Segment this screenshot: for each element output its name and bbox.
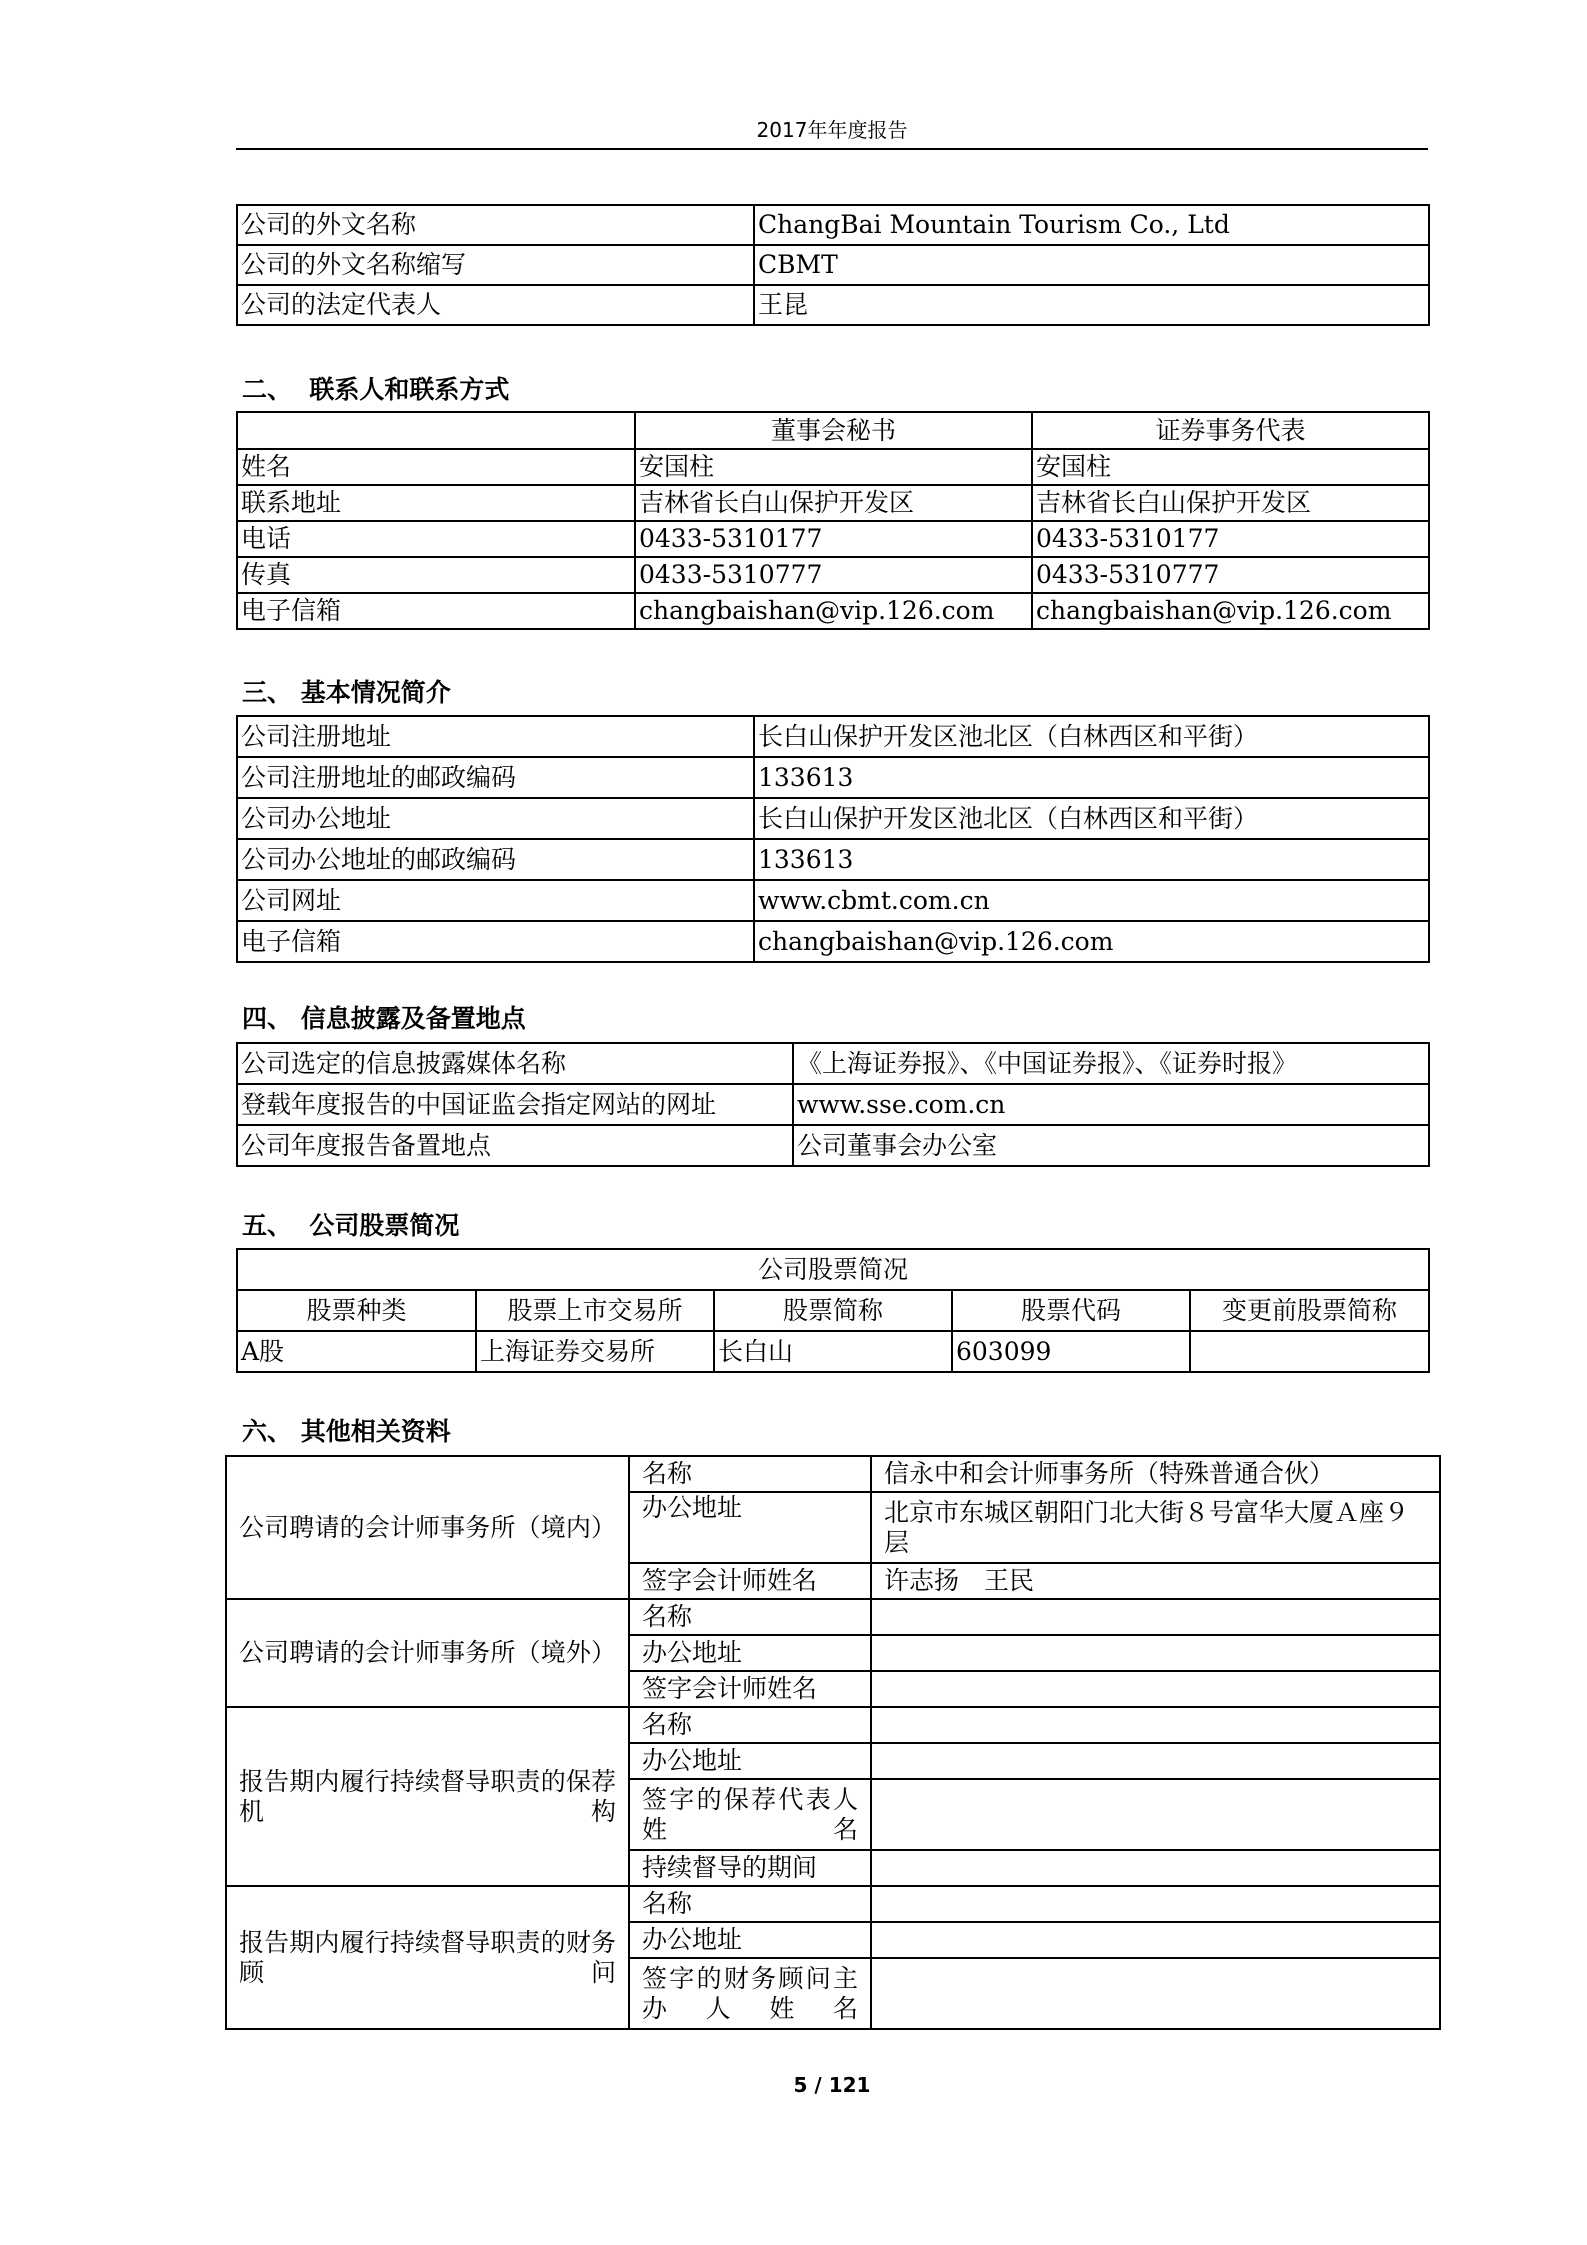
label-cell: 公司办公地址的邮政编码 <box>237 839 754 880</box>
table-header-row <box>237 1290 1429 1331</box>
label-cell: 联系地址 <box>237 485 635 521</box>
value-cell: 许志扬 王民 <box>871 1563 1440 1599</box>
value-cell: 信永中和会计师事务所（特殊普通合伙） <box>871 1456 1440 1492</box>
column-header-representative: 证券事务代表 <box>1032 412 1429 449</box>
value-cell: ChangBai Mountain Tourism Co., Ltd <box>754 205 1429 245</box>
table-row <box>226 1599 1440 1635</box>
label-cell: 名称 <box>629 1707 871 1743</box>
other-info-table <box>225 1455 1441 2030</box>
stock-type-cell: A股 <box>237 1331 476 1372</box>
value-cell: changbaishan@vip.126.com <box>635 593 1032 629</box>
value-cell <box>871 1635 1440 1671</box>
label-cell: 公司的外文名称缩写 <box>237 245 754 285</box>
value-cell <box>871 1743 1440 1779</box>
value-cell <box>871 1779 1440 1850</box>
table-row <box>237 521 1429 557</box>
label-cell: 电话 <box>237 521 635 557</box>
section-heading-stock: 五、 公司股票简况 <box>242 1211 460 1240</box>
value-cell <box>871 1886 1440 1922</box>
label-cell: 公司注册地址 <box>237 716 754 757</box>
label-cell: 公司注册地址的邮政编码 <box>237 757 754 798</box>
label-cell: 签字的保荐代表人姓名 <box>629 1779 871 1850</box>
value-cell <box>871 1599 1440 1635</box>
label-cell: 传真 <box>237 557 635 593</box>
value-cell: changbaishan@vip.126.com <box>1032 593 1429 629</box>
label-cell: 办公地址 <box>629 1635 871 1671</box>
value-cell: 长白山保护开发区池北区（白林西区和平街） <box>754 716 1429 757</box>
group-title-financial-advisor: 报告期内履行持续督导职责的财务顾问 <box>226 1886 629 2029</box>
table-row <box>237 716 1429 757</box>
label-cell: 公司的外文名称 <box>237 205 754 245</box>
value-cell: 0433-5310177 <box>635 521 1032 557</box>
label-cell: 办公地址 <box>629 1922 871 1958</box>
disclosure-table <box>236 1042 1430 1167</box>
value-cell <box>871 1707 1440 1743</box>
group-title-sponsor: 报告期内履行持续督导职责的保荐机构 <box>226 1707 629 1886</box>
contacts-table <box>236 411 1430 630</box>
table-header-row <box>237 412 1429 449</box>
label-cell: 名称 <box>629 1599 871 1635</box>
group-title-overseas-auditor: 公司聘请的会计师事务所（境外） <box>226 1599 629 1707</box>
value-cell <box>871 1671 1440 1707</box>
table-row <box>237 205 1429 245</box>
value-cell: 《上海证券报》、《中国证券报》、《证券时报》 <box>793 1043 1429 1084</box>
table-caption-row <box>237 1249 1429 1290</box>
stock-table-caption: 公司股票简况 <box>237 1249 1429 1290</box>
table-row <box>226 1886 1440 1922</box>
value-cell: changbaishan@vip.126.com <box>754 921 1429 962</box>
value-cell: 安国柱 <box>635 449 1032 485</box>
value-cell: 王昆 <box>754 285 1429 325</box>
table-row <box>237 1043 1429 1084</box>
column-header-secretary: 董事会秘书 <box>635 412 1032 449</box>
label-cell: 姓名 <box>237 449 635 485</box>
table-row <box>237 921 1429 962</box>
label-cell: 签字会计师姓名 <box>629 1563 871 1599</box>
value-cell: www.sse.com.cn <box>793 1084 1429 1125</box>
company-info-table <box>236 204 1430 326</box>
value-cell <box>871 1922 1440 1958</box>
table-row <box>237 593 1429 629</box>
label-cell: 公司的法定代表人 <box>237 285 754 325</box>
table-row <box>237 1084 1429 1125</box>
value-cell <box>871 1958 1440 2029</box>
stock-code-cell: 603099 <box>952 1331 1190 1372</box>
value-cell: 北京市东城区朝阳门北大街８号富华大厦Ａ座９层 <box>871 1492 1440 1563</box>
value-cell: 133613 <box>754 839 1429 880</box>
label-cell: 电子信箱 <box>237 593 635 629</box>
table-row <box>237 1125 1429 1166</box>
value-cell: 0433-5310777 <box>635 557 1032 593</box>
label-cell: 名称 <box>629 1456 871 1492</box>
label-cell: 持续督导的期间 <box>629 1850 871 1886</box>
label-cell: 名称 <box>629 1886 871 1922</box>
previous-short-name-cell <box>1190 1331 1429 1372</box>
table-row <box>226 1456 1440 1492</box>
label-cell: 签字会计师姓名 <box>629 1671 871 1707</box>
stock-short-name-cell: 长白山 <box>714 1331 952 1372</box>
label-cell: 电子信箱 <box>237 921 754 962</box>
empty-header-cell <box>237 412 635 449</box>
label-cell: 公司选定的信息披露媒体名称 <box>237 1043 793 1084</box>
table-row <box>237 798 1429 839</box>
header-divider <box>236 148 1428 150</box>
column-header: 股票简称 <box>714 1290 952 1331</box>
column-header: 股票代码 <box>952 1290 1190 1331</box>
value-cell: 长白山保护开发区池北区（白林西区和平街） <box>754 798 1429 839</box>
value-cell: 0433-5310177 <box>1032 521 1429 557</box>
value-cell: 安国柱 <box>1032 449 1429 485</box>
section-heading-contacts: 二、 联系人和联系方式 <box>242 375 510 404</box>
column-header: 股票上市交易所 <box>476 1290 714 1331</box>
value-cell: 公司董事会办公室 <box>793 1125 1429 1166</box>
value-cell: www.cbmt.com.cn <box>754 880 1429 921</box>
value-cell: CBMT <box>754 245 1429 285</box>
label-cell: 公司办公地址 <box>237 798 754 839</box>
value-cell: 0433-5310777 <box>1032 557 1429 593</box>
table-row <box>237 839 1429 880</box>
label-cell: 签字的财务顾问主办人姓名 <box>629 1958 871 2029</box>
table-row <box>226 1707 1440 1743</box>
table-row <box>237 757 1429 798</box>
label-cell: 公司年度报告备置地点 <box>237 1125 793 1166</box>
value-cell <box>871 1850 1440 1886</box>
table-row <box>237 449 1429 485</box>
label-cell: 公司网址 <box>237 880 754 921</box>
table-row <box>237 880 1429 921</box>
page-header-title: 2017年年度报告 <box>756 118 908 142</box>
label-cell: 办公地址 <box>629 1492 871 1563</box>
column-header: 股票种类 <box>237 1290 476 1331</box>
value-cell: 吉林省长白山保护开发区 <box>635 485 1032 521</box>
group-title-domestic-auditor: 公司聘请的会计师事务所（境内） <box>226 1456 629 1599</box>
section-heading-basic: 三、 基本情况简介 <box>242 678 451 707</box>
table-row <box>237 557 1429 593</box>
section-heading-other: 六、 其他相关资料 <box>242 1417 451 1446</box>
table-row <box>237 485 1429 521</box>
column-header: 变更前股票简称 <box>1190 1290 1429 1331</box>
value-cell: 吉林省长白山保护开发区 <box>1032 485 1429 521</box>
table-row <box>237 245 1429 285</box>
stock-exchange-cell: 上海证券交易所 <box>476 1331 714 1372</box>
basic-info-table <box>236 715 1430 963</box>
label-cell: 办公地址 <box>629 1743 871 1779</box>
table-row <box>237 285 1429 325</box>
label-cell: 登载年度报告的中国证监会指定网站的网址 <box>237 1084 793 1125</box>
section-heading-disclosure: 四、 信息披露及备置地点 <box>242 1004 526 1033</box>
table-row <box>237 1331 1429 1372</box>
page-number: 5 / 121 <box>793 2073 871 2097</box>
value-cell: 133613 <box>754 757 1429 798</box>
stock-table <box>236 1248 1430 1373</box>
